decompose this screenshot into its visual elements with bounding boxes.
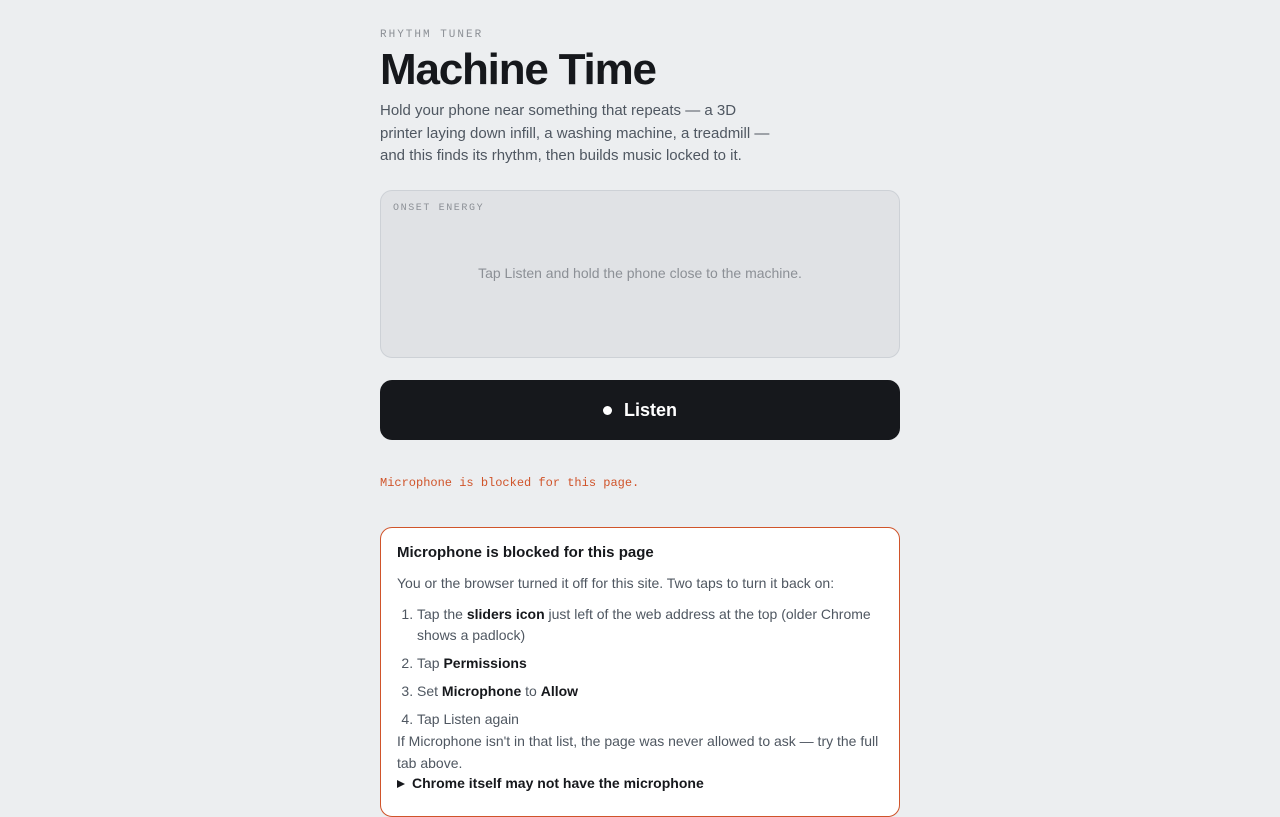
help-subtitle: You or the browser turned it off for this site. Two taps to turn it back on: — [397, 575, 835, 591]
details-label: Chrome itself may not have the microphone — [412, 775, 704, 791]
page-title: Machine Time — [380, 45, 656, 94]
listen-button-label: Listen — [623, 399, 677, 420]
help-step: 1. Tap the sliders icon just left of the web address at the top (older Chrome shows a padlock) — [417, 604, 883, 646]
disclosure-triangle-icon — [397, 780, 405, 788]
intro-text: Hold your phone near something that repeats — a 3D printer laying down infill, a washing machine, a treadmill — and this finds its rhythm, then builds music locked to it. — [380, 102, 770, 164]
help-title: Microphone is blocked for this page — [397, 544, 654, 561]
help-note: If Microphone isn't in that list, the page was never allowed to ask — try the full tab above. — [397, 733, 879, 771]
listen-button[interactable] — [380, 380, 900, 440]
mic-blocked-help-card — [380, 527, 900, 817]
details-disclosure[interactable] — [397, 774, 883, 793]
error-status: Microphone is blocked for this page. — [380, 476, 640, 490]
meter-label: ONSET ENERGY — [393, 203, 485, 214]
app-eyebrow: RHYTHM TUNER — [380, 29, 484, 41]
help-step: 3. Set Microphone to Allow — [417, 681, 883, 702]
meter-hint: Tap Listen and hold the phone close to the machine. — [478, 265, 802, 281]
onset-energy-meter — [380, 190, 900, 358]
record-dot-icon — [603, 406, 612, 415]
help-steps-list — [397, 604, 883, 730]
help-step: 2. Tap Permissions — [417, 653, 883, 674]
help-step: 4. Tap Listen again — [417, 709, 883, 730]
